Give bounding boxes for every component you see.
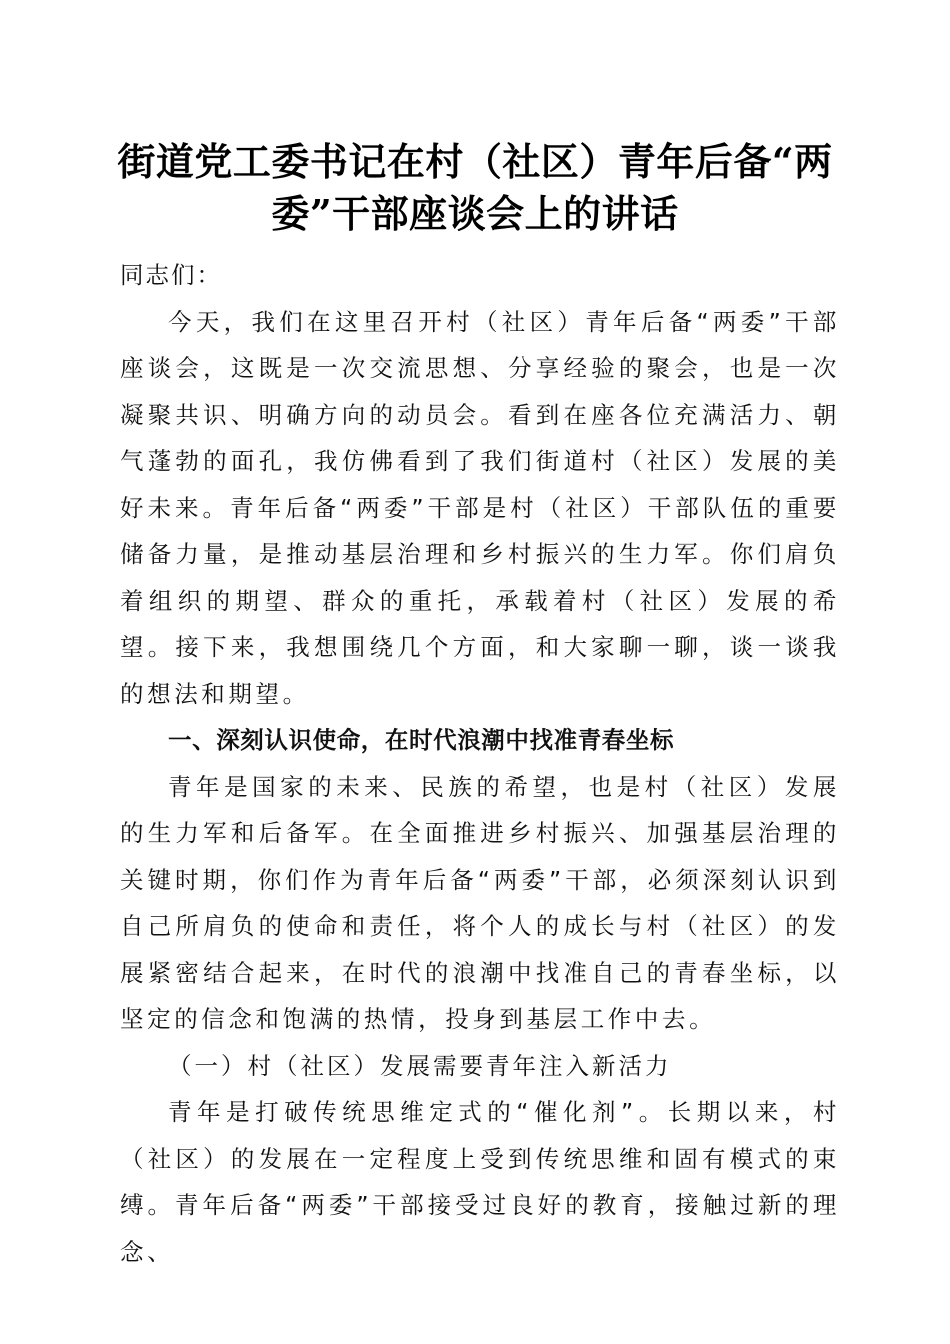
paragraph-subsection-1: 青年是打破传统思维定式的“催化剂”。长期以来，村（社区）的发展在一定程度上受到传统思维和固有模式的束缚。青年后备“两委”干部接受过良好的教育，接触过新的理念、 [120, 1098, 840, 1266]
document-body [120, 252, 840, 1275]
paragraph-opening: 今天，我们在这里召开村（社区）青年后备“两委”干部座谈会，这既是一次交流思想、分享经验的聚会，也是一次凝聚共识、明确方向的动员会。看到在座各位充满活力、朝气蓬勃的面孔，我仿佛看到了我们街道村（社区）发展的美好未来。青年后备“两委”干部是村（社区）干部队伍的重要储备力量，是推动基层治理和乡村振兴的生力军。你们肩负着组织的期望、群众的重托，承载着村（社区）发展的希望。接下来，我想围绕几个方面，和大家聊一聊，谈一谈我的想法和期望。 [120, 307, 840, 708]
section-heading-1: 一、深刻认识使命，在时代浪潮中找准青春坐标 [168, 726, 675, 754]
paragraph-section-1: 青年是国家的未来、民族的希望，也是村（社区）发展的生力军和后备军。在全面推进乡村振兴、加强基层治理的关键时期，你们作为青年后备“两委”干部，必须深刻认识到自己所肩负的使命和责任，将个人的成长与村（社区）的发展紧密结合起来，在时代的浪潮中找准自己的青春坐标，以坚定的信念和饱满的热情，投身到基层工作中去。 [120, 772, 840, 1033]
document-title [90, 136, 860, 240]
subsection-heading-1: （一）村（社区）发展需要青年注入新活力 [168, 1051, 672, 1080]
salutation: 同志们： [120, 261, 222, 289]
title-line-1: 街道党工委书记在村（社区）青年后备“两 [117, 139, 833, 184]
title-line-2: 委”干部座谈会上的讲话 [271, 191, 679, 236]
